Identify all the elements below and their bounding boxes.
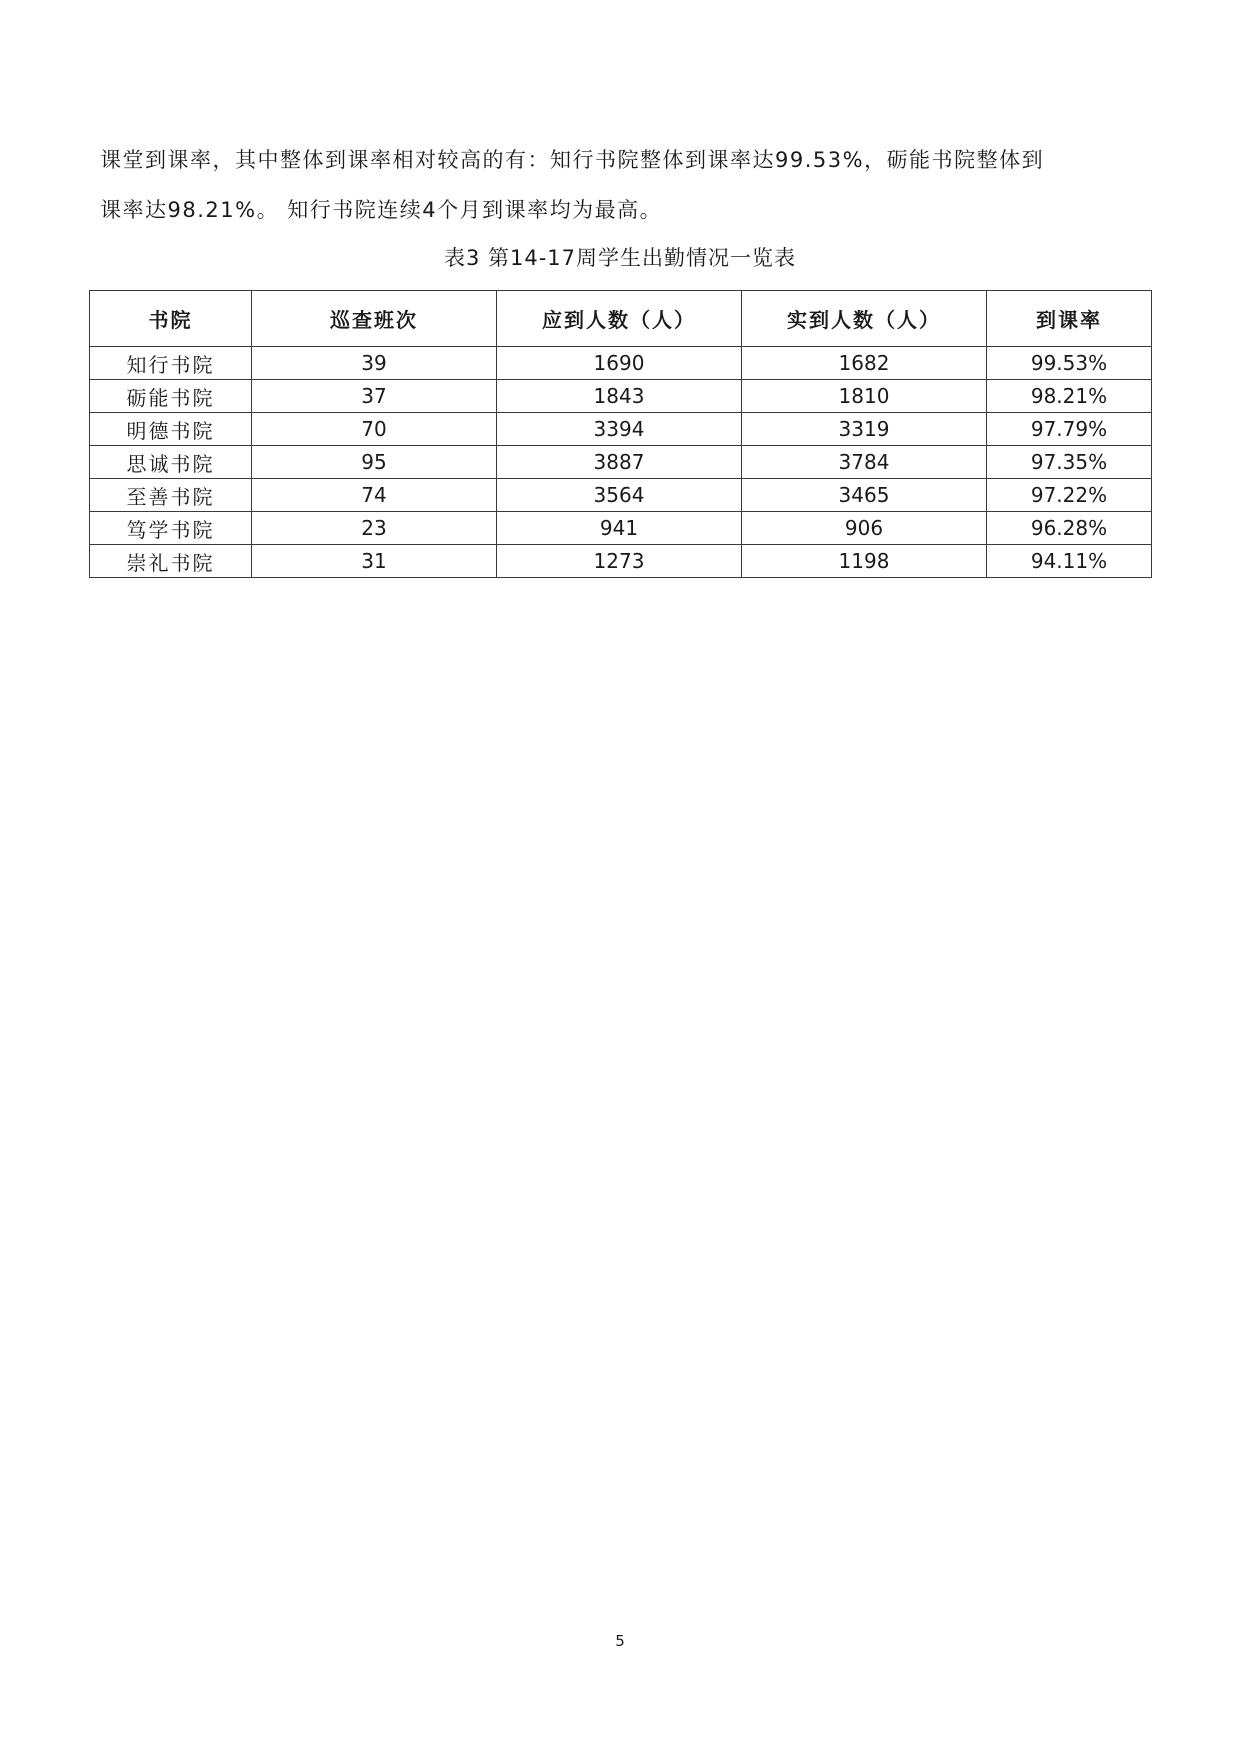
- attendance-rate-cell: 98.21%: [987, 380, 1152, 413]
- college-name-cell: 至善书院: [90, 479, 252, 512]
- actual-count-cell: 1198: [742, 545, 987, 578]
- actual-count-cell: 3465: [742, 479, 987, 512]
- actual-count-cell: 3319: [742, 413, 987, 446]
- table-row: [90, 512, 1152, 545]
- header-patrol-classes: 巡查班次: [252, 291, 497, 347]
- expected-count-cell: 3564: [497, 479, 742, 512]
- actual-count-cell: 3784: [742, 446, 987, 479]
- college-name-cell: 明德书院: [90, 413, 252, 446]
- body-paragraph-line-2: 课率达98.21%。 知行书院连续4个月到课率均为最高。: [100, 198, 663, 222]
- expected-count-cell: 3887: [497, 446, 742, 479]
- patrol-classes-cell: 74: [252, 479, 497, 512]
- header-expected-count: 应到人数（人）: [497, 291, 742, 347]
- header-actual-count: 实到人数（人）: [742, 291, 987, 347]
- college-name-cell: 崇礼书院: [90, 545, 252, 578]
- patrol-classes-cell: 37: [252, 380, 497, 413]
- patrol-classes-cell: 70: [252, 413, 497, 446]
- table-row: [90, 479, 1152, 512]
- attendance-rate-cell: 99.53%: [987, 347, 1152, 380]
- attendance-table: [89, 290, 1152, 578]
- attendance-rate-cell: 96.28%: [987, 512, 1152, 545]
- college-name-cell: 思诚书院: [90, 446, 252, 479]
- actual-count-cell: 1810: [742, 380, 987, 413]
- attendance-rate-cell: 97.22%: [987, 479, 1152, 512]
- table-row: [90, 446, 1152, 479]
- expected-count-cell: 1273: [497, 545, 742, 578]
- table-row: [90, 545, 1152, 578]
- actual-count-cell: 906: [742, 512, 987, 545]
- table-row: [90, 380, 1152, 413]
- table-header-row: [90, 291, 1152, 347]
- expected-count-cell: 1690: [497, 347, 742, 380]
- college-name-cell: 笃学书院: [90, 512, 252, 545]
- expected-count-cell: 3394: [497, 413, 742, 446]
- expected-count-cell: 1843: [497, 380, 742, 413]
- patrol-classes-cell: 23: [252, 512, 497, 545]
- patrol-classes-cell: 39: [252, 347, 497, 380]
- attendance-rate-cell: 97.35%: [987, 446, 1152, 479]
- page-number: 5: [615, 1632, 625, 1650]
- body-paragraph-line-1: 课堂到课率，其中整体到课率相对较高的有：知行书院整体到课率达99.53%，砺能书院整体到: [100, 148, 1045, 172]
- patrol-classes-cell: 95: [252, 446, 497, 479]
- college-name-cell: 知行书院: [90, 347, 252, 380]
- header-college: 书院: [90, 291, 252, 347]
- patrol-classes-cell: 31: [252, 545, 497, 578]
- expected-count-cell: 941: [497, 512, 742, 545]
- attendance-rate-cell: 97.79%: [987, 413, 1152, 446]
- table-row: [90, 347, 1152, 380]
- attendance-rate-cell: 94.11%: [987, 545, 1152, 578]
- actual-count-cell: 1682: [742, 347, 987, 380]
- table-row: [90, 413, 1152, 446]
- college-name-cell: 砺能书院: [90, 380, 252, 413]
- header-attendance-rate: 到课率: [987, 291, 1152, 347]
- table-caption: 表3 第14-17周学生出勤情况一览表: [443, 246, 797, 270]
